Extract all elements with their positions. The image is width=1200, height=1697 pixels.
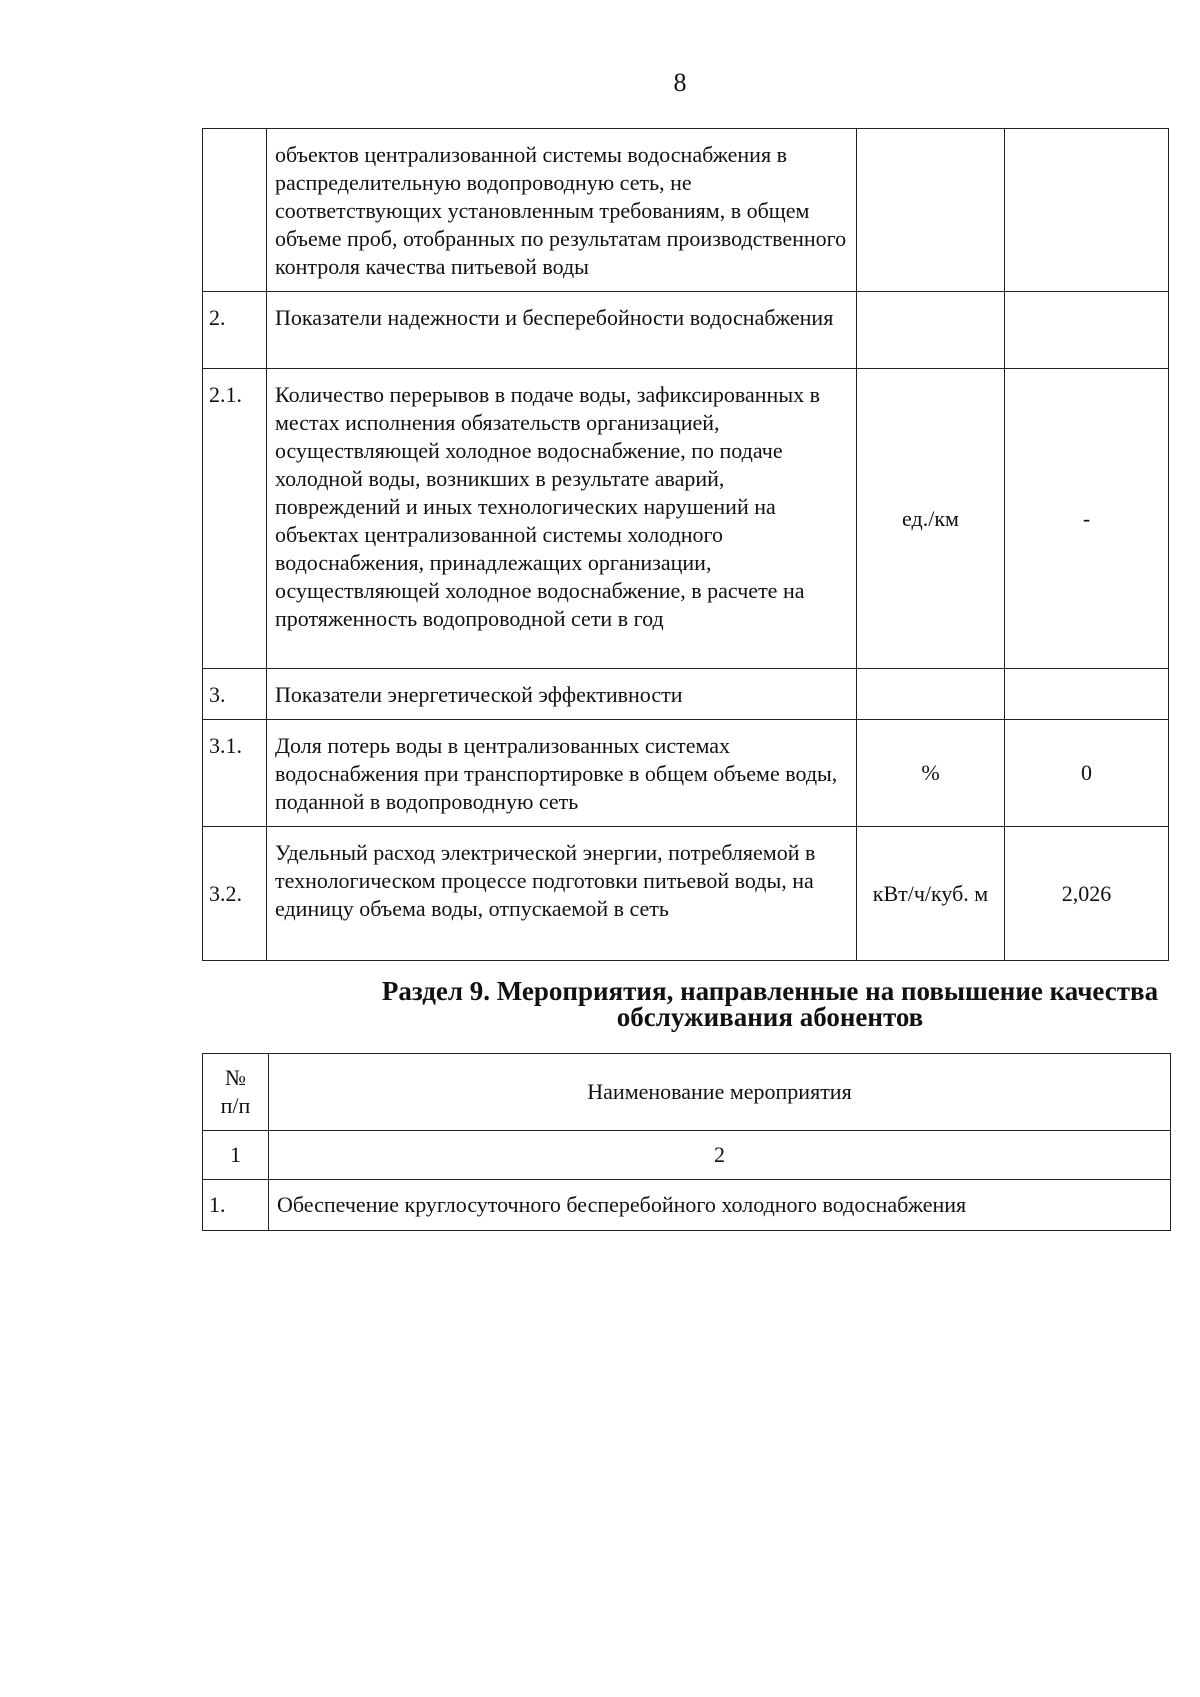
measures-table	[202, 1053, 1171, 1231]
column-index-row	[203, 1131, 1171, 1180]
indicators-table	[202, 128, 1169, 961]
indicator-text: Показатели энергетической эффективности	[267, 669, 857, 720]
indicator-text: Количество перерывов в подаче воды, зафиксированных в местах исполнения обязательств организацией, осуществляющей холодное водоснабжение, по подаче холодной воды, возникших в результате аварий, повреждений и иных технологических нарушений на объектах централизованной системы холодного водоснабжения, принадлежащих организации, осуществляющей холодное водоснабжение, в расчете на протяженность водопроводной сети в год	[267, 369, 857, 669]
indicator-value: -	[1005, 369, 1169, 669]
header-num-line: п/п	[220, 1093, 251, 1118]
row-number: 2.1.	[203, 369, 267, 669]
indicator-unit: ед./км	[857, 369, 1005, 669]
section-title-line: Раздел 9. Мероприятия, направленные на повышение качества	[381, 976, 1159, 1006]
indicator-unit	[857, 129, 1005, 292]
indicator-value: 0	[1005, 720, 1169, 827]
indicator-text: Доля потерь воды в централизованных системах водоснабжения при транспортировке в общем объеме воды, поданной в водопроводную сеть	[267, 720, 857, 827]
table-row	[203, 720, 1169, 827]
row-number: 1.	[203, 1180, 269, 1231]
indicator-unit: %	[857, 720, 1005, 827]
indicator-text: Показатели надежности и бесперебойности водоснабжения	[267, 292, 857, 369]
table-row	[203, 292, 1169, 369]
row-number: 2.	[203, 292, 267, 369]
table-row	[203, 129, 1169, 292]
indicator-value	[1005, 292, 1169, 369]
indicator-value: 2,026	[1005, 827, 1169, 961]
column-index: 2	[269, 1131, 1171, 1180]
indicator-text: Удельный расход электрической энергии, потребляемой в технологическом процессе подготовки питьевой воды, на единицу объема воды, отпускаемой в сеть	[267, 827, 857, 961]
indicator-value	[1005, 669, 1169, 720]
indicator-text: объектов централизованной системы водоснабжения в распределительную водопроводную сеть, не соответствующих установленным требованиям, в общем объеме проб, отобранных по результатам производственного контроля качества питьевой воды	[267, 129, 857, 292]
row-number: 3.2.	[203, 827, 267, 961]
table-row	[203, 369, 1169, 669]
row-number: 3.1.	[203, 720, 267, 827]
indicator-value	[1005, 129, 1169, 292]
section-title	[200, 978, 1200, 1030]
table-row	[203, 827, 1169, 961]
indicator-unit	[857, 669, 1005, 720]
row-number: 3.	[203, 669, 267, 720]
page-number: 8	[673, 68, 687, 97]
measure-name: Обеспечение круглосуточного бесперебойного холодного водоснабжения	[269, 1180, 1171, 1231]
column-index: 1	[203, 1131, 269, 1180]
table-row	[203, 1180, 1171, 1231]
table-header-row	[203, 1054, 1171, 1131]
table-row	[203, 669, 1169, 720]
section-title-line: обслуживания абонентов	[616, 1002, 924, 1032]
header-name: Наименование мероприятия	[269, 1054, 1171, 1131]
row-number	[203, 129, 267, 292]
header-num-line: №	[225, 1065, 246, 1090]
indicator-unit: кВт/ч/куб. м	[857, 827, 1005, 961]
indicator-unit	[857, 292, 1005, 369]
header-num	[203, 1054, 269, 1131]
